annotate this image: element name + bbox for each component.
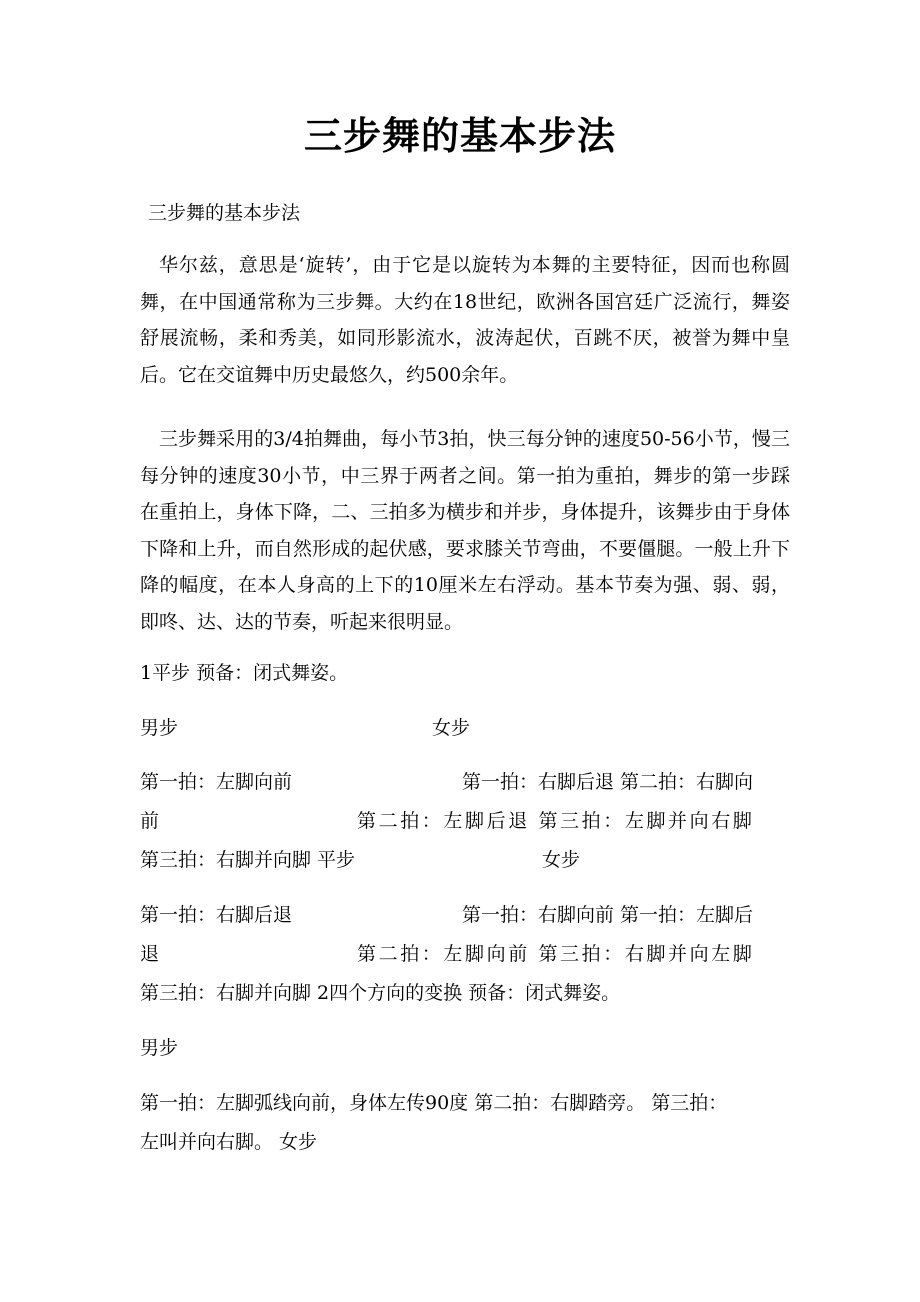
step-line: 前 [140, 810, 160, 832]
tempo-paragraph: 三步舞采用的3/4拍舞曲，每小节3拍，快三每分钟的速度50-56小节，慢三每分钟的速度30小节，中三界于两者之间。第一拍为重拍，舞步的第一步踩在重拍上，身体下降，二、三拍多为横步和并步，身体提升，该舞步由于身体下降和上升，而自然形成的起伏感，要求膝关节弯曲，不要僵腿。一般上升下降的幅度，在本人身高的上下的10厘米左右浮动。基本节奏为强、弱、弱，即咚、达、达的节奏，听起来很明显。 [140, 428, 790, 633]
intro-paragraph: 华尔兹，意思是‘旋转’，由于它是以旋转为本舞的主要特征，因而也称圆舞，在中国通常称为三步舞。大约在18世纪，欧洲各国宫廷广泛流行，舞姿舒展流畅，柔和秀美，如同形影流水，波涛起伏，百跳不厌，被誉为舞中皇后。它在交谊舞中历史最悠久，约500余年。 [140, 254, 790, 386]
step-line: 第三拍：右脚并向脚 平步 [140, 849, 356, 871]
step-line: 第一拍：左脚向前 [140, 771, 293, 793]
male-step-label: 男步 [140, 717, 179, 739]
female-step-label: 女步 [542, 849, 581, 871]
female-step-label: 女步 [432, 717, 471, 739]
section-heading-flat-step: 1平步 预备：闭式舞姿。 [140, 662, 349, 684]
step-line: 第一拍：左脚弧线向前，身体左传90度 第二拍：右脚踏旁。 第三拍： [140, 1092, 728, 1114]
step-line: 第二拍：左脚后退 第三拍：左脚并向右脚 [357, 810, 755, 832]
step-line: 第一拍：右脚后退 [140, 904, 293, 926]
step-line: 第一拍：右脚后退 第二拍：右脚向 [462, 771, 754, 793]
step-line: 退 [140, 943, 160, 965]
step-line: 第一拍：右脚向前 第一拍：左脚后 [462, 904, 754, 926]
step-line: 左叫并向右脚。 女步 [140, 1131, 318, 1153]
page-title: 三步舞的基本步法 [303, 113, 616, 158]
step-line: 第二拍：左脚向前 第三拍：右脚并向左脚 [357, 943, 755, 965]
subtitle: 三步舞的基本步法 [148, 202, 301, 224]
male-step-label: 男步 [140, 1037, 179, 1059]
step-line: 第三拍：右脚并向脚 2四个方向的变换 预备：闭式舞姿。 [140, 982, 621, 1004]
